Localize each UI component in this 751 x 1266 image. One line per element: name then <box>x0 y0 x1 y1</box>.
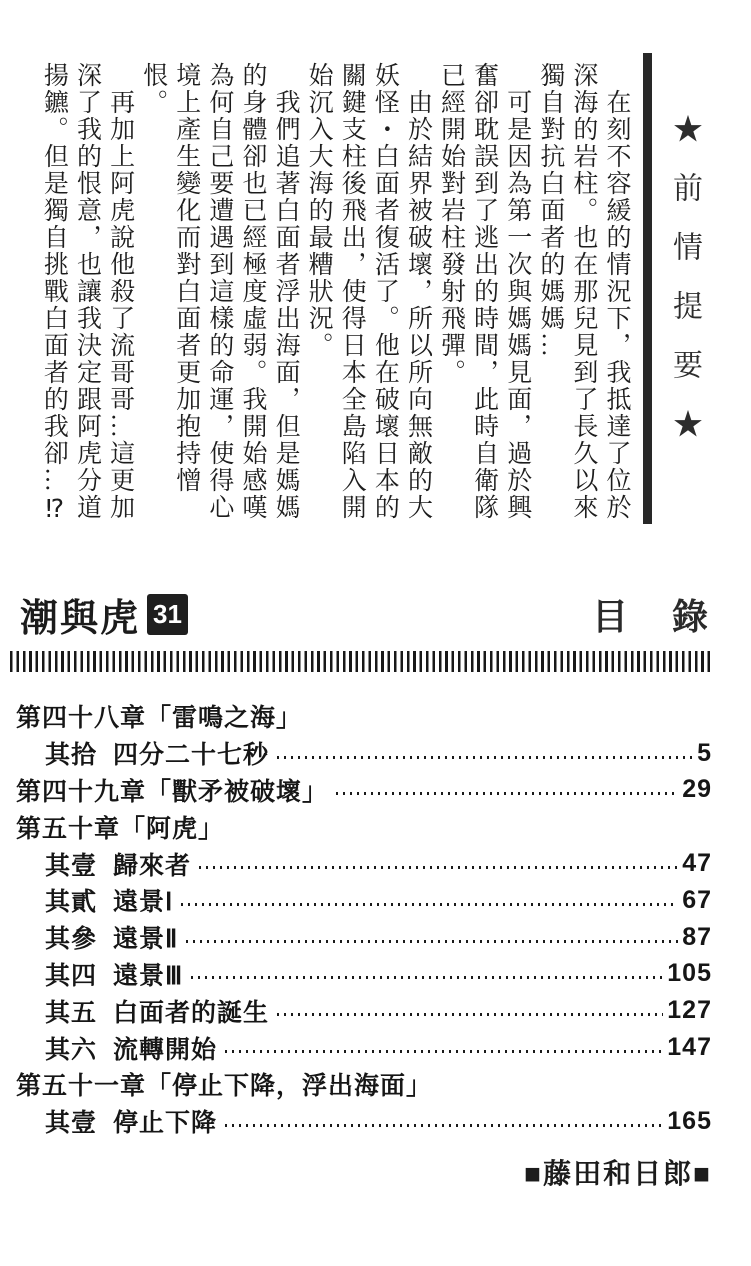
dot-leader <box>199 866 678 869</box>
dot-leader <box>277 756 693 759</box>
page-number: 127 <box>667 996 712 1025</box>
toc-chapter-row <box>16 772 712 809</box>
page-number: 5 <box>697 738 712 767</box>
synopsis-column: 境上產生變化而對白面者更加抱持憎 <box>172 62 200 494</box>
item-number: 其壹 <box>45 851 98 880</box>
synopsis-column: 的身體卻也已經極度虛弱。我開始感嘆 <box>238 62 266 521</box>
page-number: 165 <box>667 1106 712 1135</box>
page-number: 147 <box>667 1033 712 1062</box>
synopsis-column: 再加上阿虎說他殺了流哥哥…這更加 <box>106 89 134 521</box>
item-title: 歸來者 <box>113 851 192 880</box>
synopsis-heading: ★前情提要★ <box>668 113 701 467</box>
item-title: 白面者的誕生 <box>113 998 270 1027</box>
page-number: 47 <box>682 849 712 878</box>
synopsis-column: 已經開始對岩柱發射飛彈。 <box>437 62 465 386</box>
series-title: 潮與虎 <box>20 597 141 640</box>
toc-header <box>20 591 712 640</box>
synopsis-column: 揚鑣。但是獨自挑戰白面者的我卻…⁉ <box>40 62 68 525</box>
toc-item-row <box>16 882 712 919</box>
item-number: 其參 <box>45 925 98 954</box>
section-divider-rule <box>643 53 652 524</box>
toc-title: 目 錄 <box>591 595 712 637</box>
chapter-title: 第五十一章「停止下降，浮出海面」 <box>16 1072 433 1101</box>
synopsis-column: 可是因為第一次與媽媽見面，過於興 <box>503 89 531 521</box>
dot-leader <box>277 1013 663 1016</box>
item-number: 其拾 <box>45 741 98 770</box>
synopsis-column: 為何自己要遭遇到這樣的命運，使得心 <box>205 62 233 521</box>
toc-chapter-row <box>16 1066 712 1103</box>
chapter-title: 第五十章「阿虎」 <box>16 814 225 843</box>
volume-badge: 31 <box>147 594 188 635</box>
item-title: 四分二十七秒 <box>113 741 270 770</box>
toc-item-row <box>16 1103 712 1140</box>
dot-leader <box>186 940 678 943</box>
item-title: 遠景Ⅰ <box>113 888 174 917</box>
synopsis-column: 深了我的恨意，也讓我決定跟阿虎分道 <box>73 62 101 521</box>
chapter-title: 第四十八章「雷鳴之海」 <box>16 704 303 733</box>
dot-leader <box>225 1050 663 1053</box>
toc-item-row <box>16 845 712 882</box>
chapter-title: 第四十九章「獸矛被破壞」 <box>16 777 329 806</box>
item-title: 遠景Ⅲ <box>113 961 184 990</box>
dot-leader <box>225 1124 663 1127</box>
synopsis-text <box>36 62 633 534</box>
item-title: 遠景Ⅱ <box>113 925 179 954</box>
toc-chapter-row <box>16 808 712 845</box>
toc-item-row <box>16 956 712 993</box>
synopsis-column: 關鍵支柱後飛出，使得日本全島陷入開 <box>338 62 366 521</box>
dot-leader <box>181 903 678 906</box>
toc-item-row <box>16 919 712 956</box>
synopsis-column: 獨自對抗白面者的媽媽… <box>536 62 564 359</box>
toc-list <box>16 698 712 1140</box>
toc-item-row <box>16 1029 712 1066</box>
synopsis-column: 由於結界被破壞，所以所向無敵的大 <box>404 89 432 521</box>
item-number: 其貳 <box>45 888 98 917</box>
page-number: 87 <box>682 922 712 951</box>
toc-chapter-row <box>16 698 712 735</box>
item-number: 其五 <box>45 998 98 1027</box>
synopsis-column: 在刻不容緩的情況下，我抵達了位於 <box>603 89 630 521</box>
item-number: 其四 <box>45 961 98 990</box>
page-number: 67 <box>682 885 712 914</box>
item-number: 其壹 <box>45 1109 98 1138</box>
synopsis-column: 深海的岩柱。也在那兒見到了長久以來 <box>569 62 597 521</box>
page-number: 105 <box>667 959 712 988</box>
synopsis-column: 我們追著白面者浮出海面，但是媽媽 <box>272 89 300 521</box>
toc-item-row <box>16 735 712 772</box>
synopsis-column: 始沉入大海的最糟狀況。 <box>305 62 333 359</box>
dot-leader <box>191 976 663 979</box>
item-title: 流轉開始 <box>113 1035 218 1064</box>
synopsis-column: 恨。 <box>139 62 167 116</box>
dot-leader <box>336 792 678 795</box>
toc-item-row <box>16 992 712 1029</box>
author-credit: ■藤田和日郎■ <box>524 1158 712 1189</box>
item-number: 其六 <box>45 1035 98 1064</box>
page-number: 29 <box>682 775 712 804</box>
stripe-divider <box>10 651 712 672</box>
synopsis-column: 奮卻耽誤到了逃出的時間，此時自衛隊 <box>470 62 498 521</box>
item-title: 停止下降 <box>113 1109 218 1138</box>
synopsis-column: 妖怪・白面者復活了。他在破壞日本的 <box>371 62 399 521</box>
